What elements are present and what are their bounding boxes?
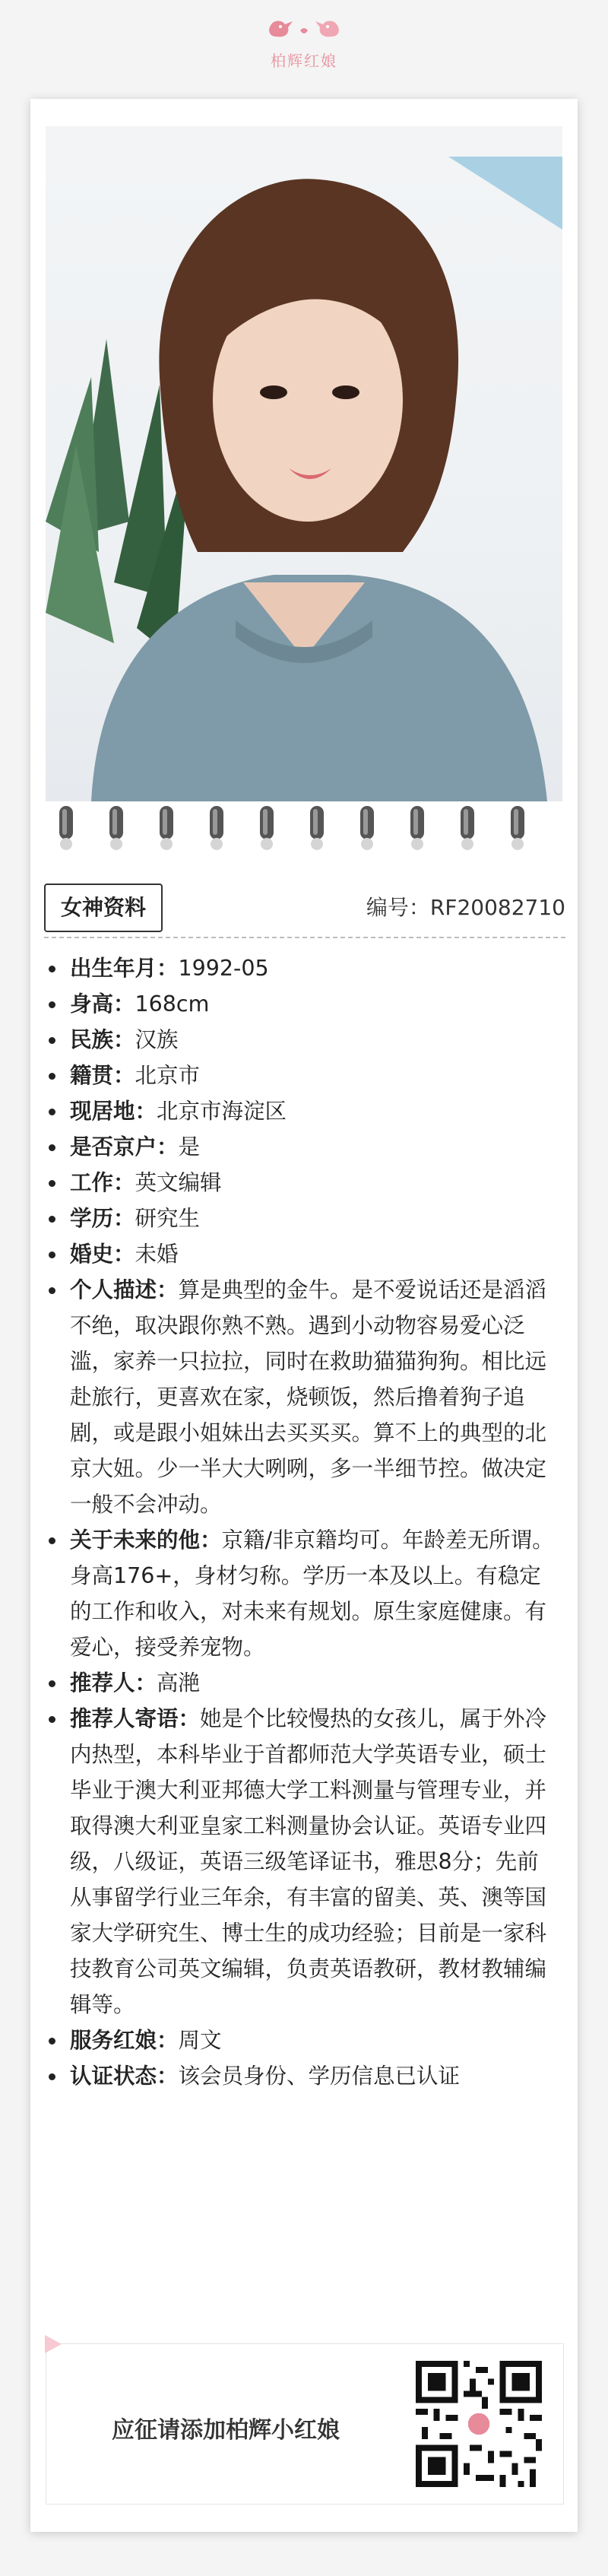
detail-height	[46, 986, 556, 1022]
detail-beijing-hukou	[46, 1129, 556, 1165]
detail-verification-status	[46, 2058, 556, 2094]
detail-residence	[46, 1093, 556, 1129]
detail-label: 推荐人寄语：	[70, 1706, 201, 1731]
detail-referrer	[46, 1665, 556, 1701]
section-header	[44, 884, 565, 938]
contact-footer	[46, 2343, 564, 2505]
detail-label: 关于未来的他：	[70, 1528, 222, 1553]
contact-cta: 应征请添加柏辉小红娘	[112, 2417, 340, 2444]
brand-logo-text: 柏辉红娘	[271, 52, 337, 70]
detail-label: 是否京户：	[70, 1134, 179, 1160]
binder-ring-icon	[207, 806, 226, 852]
binder-ring-icon	[106, 806, 126, 852]
detail-label: 学历：	[70, 1206, 135, 1231]
profile-code: 编号：RF20082710	[366, 895, 565, 920]
detail-value: 她是个比较慢热的女孩儿，属于外冷内热型，本科毕业于首都师范大学英语专业，硕士毕业于澳大利亚邦德大学工料测量与管理专业，并取得澳大利亚皇家工料测量协会认证。英语专业四级，八级证，英语三级笔译证书，雅思8分；先前从事留学行业三年余，有丰富的留美、英、澳等国家大学研究生、博士生的成功经验；目前是一家科技教育公司英文编辑，负责英语教研，教材教辅编辑等。	[70, 1706, 547, 2017]
binder-ring-icon	[407, 806, 427, 852]
photo-accent-shape	[448, 157, 562, 230]
binder-ring-icon	[257, 806, 277, 852]
detail-value: 汉族	[135, 1027, 179, 1052]
detail-birth	[46, 950, 556, 986]
detail-label: 个人描述：	[70, 1277, 179, 1302]
binder-rings	[30, 806, 578, 859]
detail-value: 英文编辑	[135, 1170, 222, 1195]
detail-value: 周文	[178, 2028, 222, 2053]
binder-ring-icon	[307, 806, 327, 852]
detail-referrer-note	[46, 1701, 556, 2022]
detail-value: 1992-05	[178, 956, 269, 981]
detail-value: 京籍/非京籍均可。年龄差无所谓。身高176+，身材匀称。学历一本及以上。有稳定的工作和收入，对未来有规划。原生家庭健康。有爱心，接受养宠物。	[70, 1528, 554, 1660]
detail-label: 出生年月：	[70, 956, 179, 981]
qr-code-icon[interactable]	[416, 2361, 542, 2487]
detail-label: 认证状态：	[70, 2064, 179, 2089]
detail-ethnicity	[46, 1022, 556, 1058]
detail-value: 未婚	[135, 1242, 179, 1267]
detail-value: 研究生	[135, 1206, 201, 1231]
detail-hometown	[46, 1058, 556, 1093]
detail-value: 该会员身份、学历信息已认证	[178, 2064, 461, 2089]
detail-value: 北京市海淀区	[157, 1099, 287, 1124]
detail-label: 籍贯：	[70, 1063, 135, 1088]
detail-label: 婚史：	[70, 1242, 135, 1267]
detail-value: 北京市	[135, 1063, 201, 1088]
detail-label: 服务红娘：	[70, 2028, 179, 2053]
binder-ring-icon	[56, 806, 76, 852]
profile-details-list	[46, 950, 556, 2094]
detail-self-description	[46, 1272, 556, 1522]
brand-logo	[0, 14, 608, 71]
binder-ring-icon	[157, 806, 176, 852]
detail-label: 身高：	[70, 991, 135, 1017]
detail-value: 算是典型的金牛。是不爱说话还是滔滔不绝，取决跟你熟不熟。遇到小动物容易爱心泛滥，家养一只拉拉，同时在救助猫猫狗狗。相比远赴旅行，更喜欢在家，烧顿饭，然后撸着狗子追剧，或是跟小姐妹出去买买买。算不上的典型的北京大妞。少一半大大咧咧，多一半细节控。做决定一般不会冲动。	[70, 1277, 547, 1517]
detail-label: 工作：	[70, 1170, 135, 1195]
detail-education	[46, 1201, 556, 1236]
detail-matchmaker	[46, 2022, 556, 2058]
detail-value: 高滟	[157, 1670, 201, 1696]
binder-ring-icon	[508, 806, 527, 852]
detail-value: 168cm	[135, 991, 210, 1017]
binder-ring-icon	[357, 806, 377, 852]
pink-corner-marker	[45, 2335, 62, 2353]
section-title: 女神资料	[44, 884, 163, 932]
detail-value: 是	[178, 1134, 201, 1160]
profile-photo[interactable]	[46, 126, 562, 801]
detail-marital-history	[46, 1236, 556, 1272]
detail-partner-expectation	[46, 1522, 556, 1665]
detail-label: 现居地：	[70, 1099, 157, 1124]
profile-card	[30, 99, 578, 2532]
binder-ring-icon	[458, 806, 477, 852]
detail-label: 推荐人：	[70, 1670, 157, 1696]
detail-label: 民族：	[70, 1027, 135, 1052]
twin-birds-icon	[262, 14, 346, 47]
detail-job	[46, 1165, 556, 1201]
